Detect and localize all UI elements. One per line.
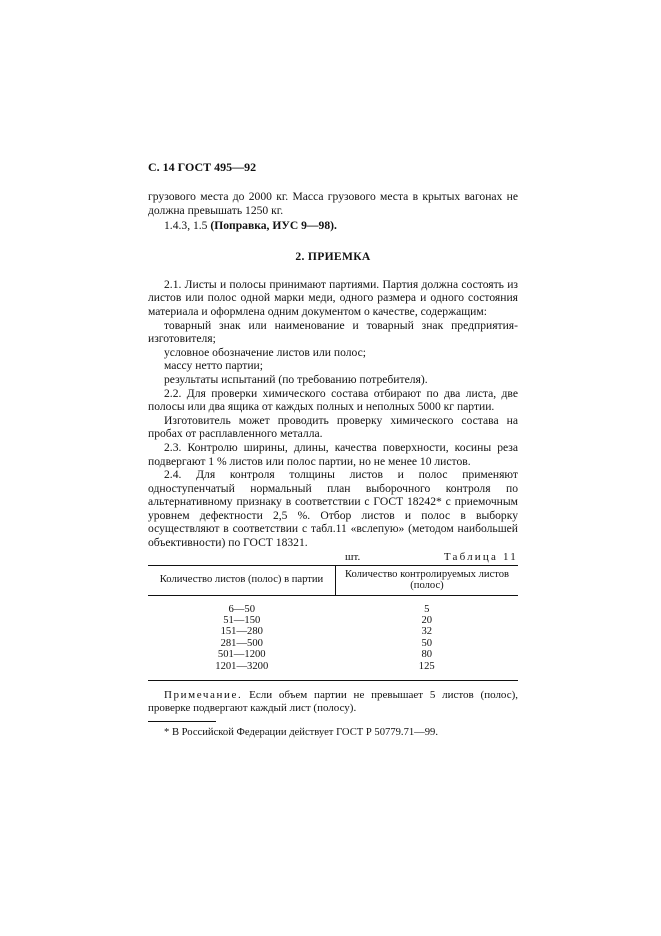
- table-row: [148, 626, 518, 637]
- page-content: [148, 160, 518, 739]
- table-caption: [148, 550, 518, 565]
- column-header-sample-size: Количество контролируемых листов (полос): [336, 565, 519, 595]
- lot-size-cell: 151—280: [220, 626, 263, 638]
- note-text: Если объем партии не превышает 5 листов (полос), проверке подвергают каждый лист (полосу).: [148, 689, 518, 715]
- lot-size-cell: 1201—3200: [148, 661, 336, 681]
- sample-size-cell: 5: [424, 603, 430, 615]
- amendment-reference: (Поправка, ИУС 9—98).: [210, 219, 337, 233]
- table-unit: шт.: [345, 550, 361, 563]
- clause-2-1: 2.1. Листы и полосы принимают партиями. Партия должна состоять из листов или полос одной марки меди, одного размера и одного состояния материала и оформлена одним документом о качестве, содержащим:: [148, 277, 518, 318]
- sample-size-cell: 20: [421, 615, 433, 627]
- clause-2-2-continuation: Изготовитель может проводить проверку химического состава на пробах от расплавленного металла.: [148, 413, 518, 441]
- footnote-divider: [148, 721, 216, 722]
- lot-size-cell: 281—500: [220, 637, 263, 649]
- clause-2-2: 2.2. Для проверки химического состава отбирают по два листа, две полосы или два ящика от каждых полных и неполных 5000 кг партии.: [148, 386, 518, 414]
- list-item: массу нетто партии;: [164, 359, 263, 373]
- column-header-lot-size: Количество листов (полос) в партии: [148, 565, 336, 595]
- clause-2-4: 2.4. Для контроля толщины листов и полос применяют одноступенчатый нормальный план выборочного контроля по альтернативному признаку в соответствии с ГОСТ 18242* с приемочным уровнем дефектности 2,5 %. Отбор листов и полос в выборку осуществляют в соответствии с табл.11 «вслепую» (методом наибольшей объективности) по ГОСТ 18321.: [148, 468, 518, 550]
- table-row: [148, 615, 518, 626]
- footnote: * В Российской Федерации действует ГОСТ Р 50779.71—99.: [164, 727, 438, 739]
- table-note: [148, 689, 518, 715]
- table-row: [148, 638, 518, 649]
- lot-size-cell: 501—1200: [217, 649, 266, 661]
- intro-paragraph: грузового места до 2000 кг. Масса грузового места в крытых вагонах не должна превышать 1250 кг.: [148, 190, 518, 217]
- note-label: Примечание.: [164, 689, 243, 702]
- clause-2-3: 2.3. Контролю ширины, длины, качества поверхности, косины реза подвергают 1 % листов или полос партии, но не менее 10 листов.: [148, 440, 518, 468]
- page-header: С. 14 ГОСТ 495—92: [148, 160, 257, 174]
- sample-size-cell: 50: [421, 637, 433, 649]
- table-row: [148, 649, 518, 660]
- sampling-table: [148, 565, 518, 681]
- lot-size-cell: 6—50: [228, 603, 255, 615]
- table-row: [148, 595, 518, 615]
- table-title: Таблица 11: [443, 550, 518, 563]
- list-item: условное обозначение листов или полос;: [164, 345, 366, 359]
- amendment-clauses: 1.4.3, 1.5: [164, 219, 211, 233]
- amendment-note: [148, 219, 518, 233]
- sample-size-cell: 32: [421, 626, 433, 638]
- list-item: результаты испытаний (по требованию потребителя).: [164, 372, 428, 386]
- lot-size-cell: 51—150: [223, 615, 261, 627]
- section-title: 2. ПРИЕМКА: [295, 249, 371, 263]
- list-item: товарный знак или наименование и товарный знак предприятия-изготовителя;: [148, 318, 518, 346]
- sample-size-cell: 125: [336, 661, 519, 681]
- table-row: [148, 661, 518, 681]
- sample-size-cell: 80: [421, 649, 433, 661]
